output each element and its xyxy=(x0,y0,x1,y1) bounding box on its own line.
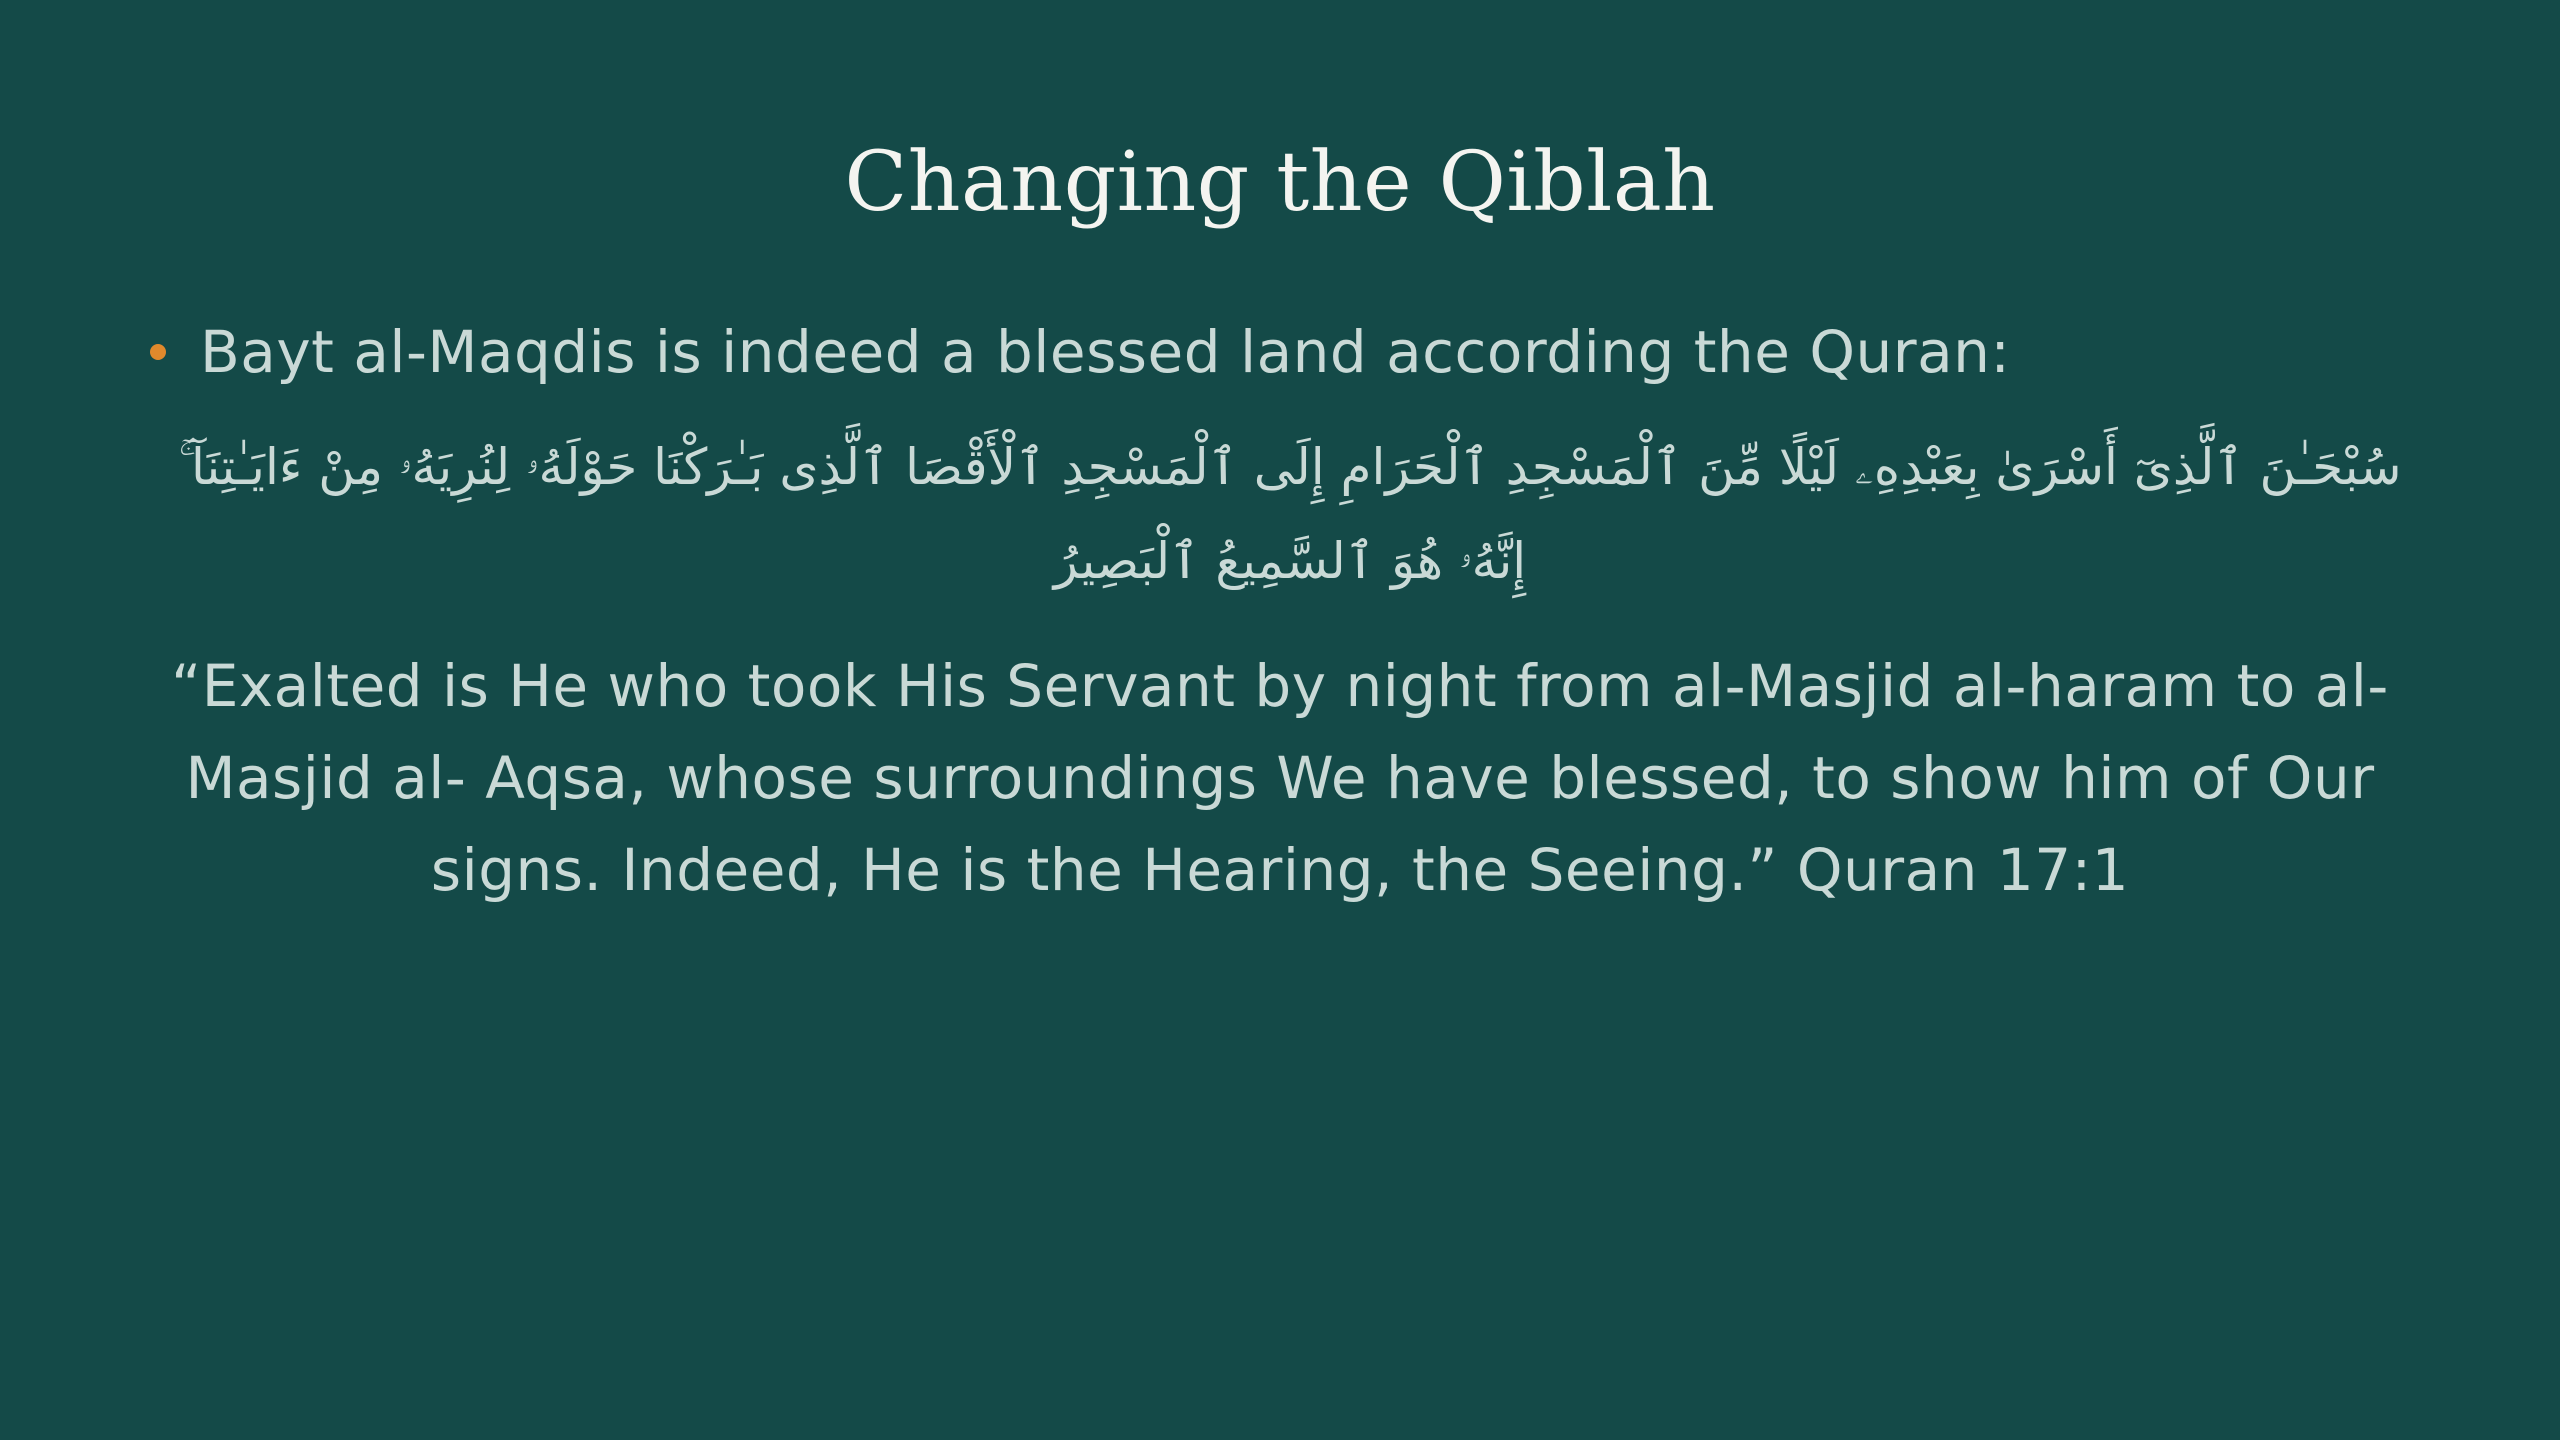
bullet-dot-icon xyxy=(150,344,166,360)
slide-title: Changing the Qiblah xyxy=(844,135,1716,230)
arabic-verse: سُبْحَـٰنَ ٱلَّذِىٓ أَسْرَىٰ بِعَبْدِهِۦ لَيْلًا مِّنَ ٱلْمَسْجِدِ ٱلْحَرَامِ إِلَى ٱلْمَسْجِدِ ٱلْأَقْصَا ٱلَّذِى بَـٰرَكْنَا حَوْلَهُۥ لِنُرِيَهُۥ مِنْ ءَايَـٰتِنَآ ۚ إِنَّهُۥ هُوَ ٱلسَّمِيعُ ٱلْبَصِيرُ xyxy=(178,438,2402,590)
verse-translation: “Exalted is He who took His Servant by night from al-Masjid al-haram to al-Masjid al- Aqsa, whose surroundings We have blessed, to show him of Our signs. Indeed, He is the Hearing, the Seeing.” Quran 17:1 xyxy=(171,652,2389,904)
bullet-text: Bayt al-Maqdis is indeed a blessed land according the Quran: xyxy=(200,318,2011,386)
bullet-item xyxy=(150,312,2410,392)
